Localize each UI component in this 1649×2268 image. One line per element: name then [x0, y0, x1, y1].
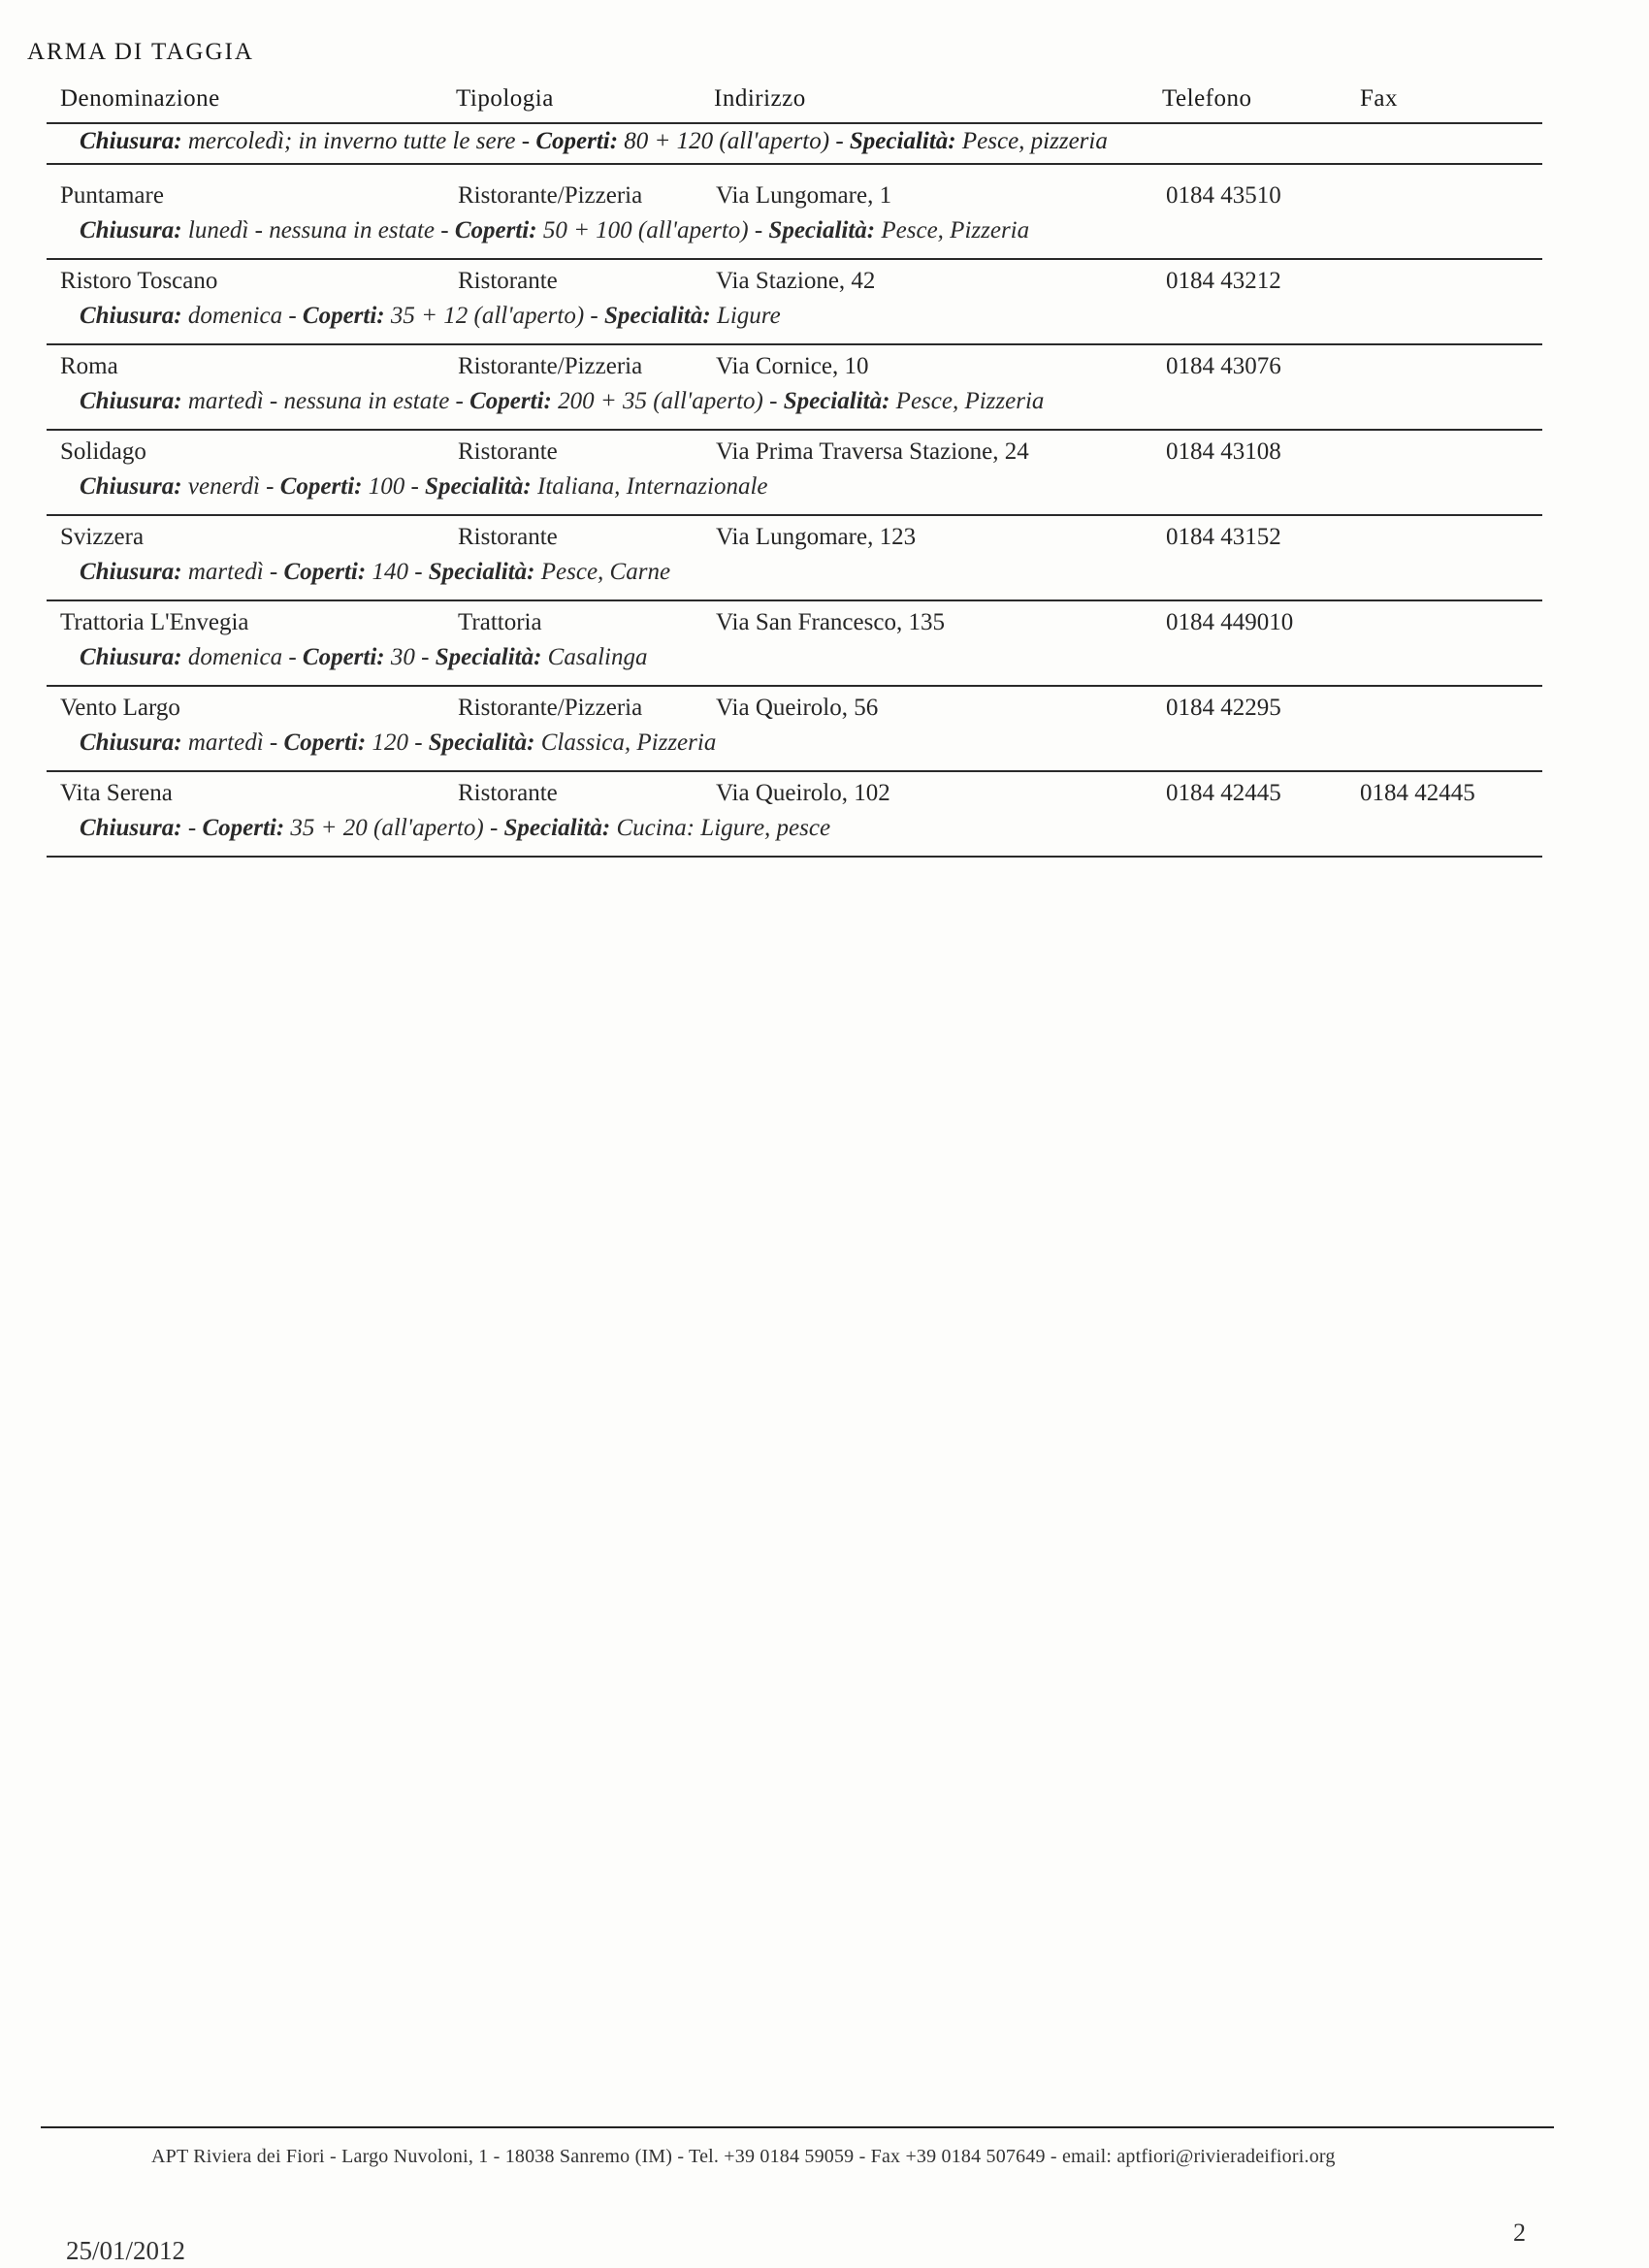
header-phone: Telefono: [1162, 85, 1252, 112]
entry-rule: [47, 770, 1542, 772]
list-item: [47, 353, 1542, 438]
entry-address: Via Cornice, 10: [716, 353, 869, 379]
entry-type: Ristorante: [458, 438, 558, 465]
entry-name: Vita Serena: [60, 780, 173, 806]
entry-type: Ristorante: [458, 268, 558, 294]
entry-detail: Chiusura: venerdì - Coperti: 100 - Specialità: Italiana, Internazionale: [80, 473, 768, 500]
entry-detail: Chiusura: lunedì - nessuna in estate - Coperti: 50 + 100 (all'aperto) - Specialità: Pesce, Pizzeria: [80, 217, 1030, 243]
entry-phone: 0184 43152: [1166, 524, 1281, 550]
entry-address: Via Prima Traversa Stazione, 24: [716, 438, 1029, 465]
entry-detail: Chiusura: domenica - Coperti: 35 + 12 (all'aperto) - Specialità: Ligure: [80, 303, 781, 329]
entry-phone: 0184 42445: [1166, 780, 1281, 806]
entry-address: Via Lungomare, 1: [716, 182, 892, 209]
list-item: [47, 438, 1542, 524]
page-title: ARMA DI TAGGIA: [27, 39, 254, 65]
entry-rule: [47, 258, 1542, 260]
header-fax: Fax: [1360, 85, 1398, 112]
entry-name: Svizzera: [60, 524, 145, 550]
list-item: [47, 268, 1542, 353]
entry-rule: [47, 856, 1542, 858]
list-item: [47, 695, 1542, 780]
entry-phone: 0184 43076: [1166, 353, 1281, 379]
header-address: Indirizzo: [714, 85, 806, 112]
entry-detail: Chiusura: martedì - nessuna in estate - Coperti: 200 + 35 (all'aperto) - Specialità: Pesce, Pizzeria: [80, 388, 1045, 414]
entry-address: Via San Francesco, 135: [716, 609, 945, 635]
entry-detail: Chiusura: martedì - Coperti: 120 - Specialità: Classica, Pizzeria: [80, 729, 717, 756]
entry-name: Trattoria L'Envegia: [60, 609, 249, 635]
list-item: [47, 182, 1542, 268]
list-item: [47, 524, 1542, 609]
entry-detail: Chiusura: martedì - Coperti: 140 - Specialità: Pesce, Carne: [80, 559, 671, 585]
entry-rule: [47, 514, 1542, 516]
list-item: [47, 780, 1542, 865]
first-entry-rule: [47, 163, 1542, 165]
entry-phone: 0184 43510: [1166, 182, 1281, 209]
entry-detail: Chiusura: domenica - Coperti: 30 - Specialità: Casalinga: [80, 644, 648, 670]
header-name: Denominazione: [60, 85, 220, 112]
entry-type: Ristorante/Pizzeria: [458, 695, 643, 721]
entry-type: Ristorante: [458, 524, 558, 550]
entry-address: Via Queirolo, 56: [716, 695, 879, 721]
entry-type: Ristorante/Pizzeria: [458, 353, 643, 379]
entry-rule: [47, 429, 1542, 431]
first-entry-detail: Chiusura: mercoledì; in inverno tutte le sere - Coperti: 80 + 120 (all'aperto) - Specialità: Pesce, pizzeria: [80, 128, 1108, 154]
entry-address: Via Queirolo, 102: [716, 780, 890, 806]
entry-address: Via Stazione, 42: [716, 268, 876, 294]
entry-fax: 0184 42445: [1360, 780, 1475, 806]
entry-rule: [47, 599, 1542, 601]
footer-rule: [41, 2126, 1554, 2128]
page-number: 2: [1513, 2219, 1526, 2247]
entry-type: Ristorante/Pizzeria: [458, 182, 643, 209]
table-header: [47, 85, 1540, 122]
entry-type: Ristorante: [458, 780, 558, 806]
entry-type: Trattoria: [458, 609, 542, 635]
entry-name: Puntamare: [60, 182, 164, 209]
document-date: 25/01/2012: [66, 2236, 186, 2265]
entry-phone: 0184 43212: [1166, 268, 1281, 294]
entry-name: Ristoro Toscano: [60, 268, 218, 294]
entry-rule: [47, 343, 1542, 345]
entry-detail: Chiusura: - Coperti: 35 + 20 (all'aperto) - Specialità: Cucina: Ligure, pesce: [80, 815, 831, 841]
entry-name: Solidago: [60, 438, 146, 465]
entry-name: Vento Largo: [60, 695, 180, 721]
entry-name: Roma: [60, 353, 118, 379]
entry-phone: 0184 43108: [1166, 438, 1281, 465]
list-item: [47, 609, 1542, 695]
entry-rule: [47, 685, 1542, 687]
entry-phone: 0184 42295: [1166, 695, 1281, 721]
footer-address: APT Riviera dei Fiori - Largo Nuvoloni, 1 - 18038 Sanremo (IM) - Tel. +39 0184 59059 - Fax +39 0184 507649 - email: aptfiori@rivieradeifiori.org: [151, 2146, 1336, 2167]
entry-address: Via Lungomare, 123: [716, 524, 917, 550]
entry-phone: 0184 449010: [1166, 609, 1294, 635]
header-type: Tipologia: [456, 85, 554, 112]
header-rule: [47, 122, 1542, 124]
